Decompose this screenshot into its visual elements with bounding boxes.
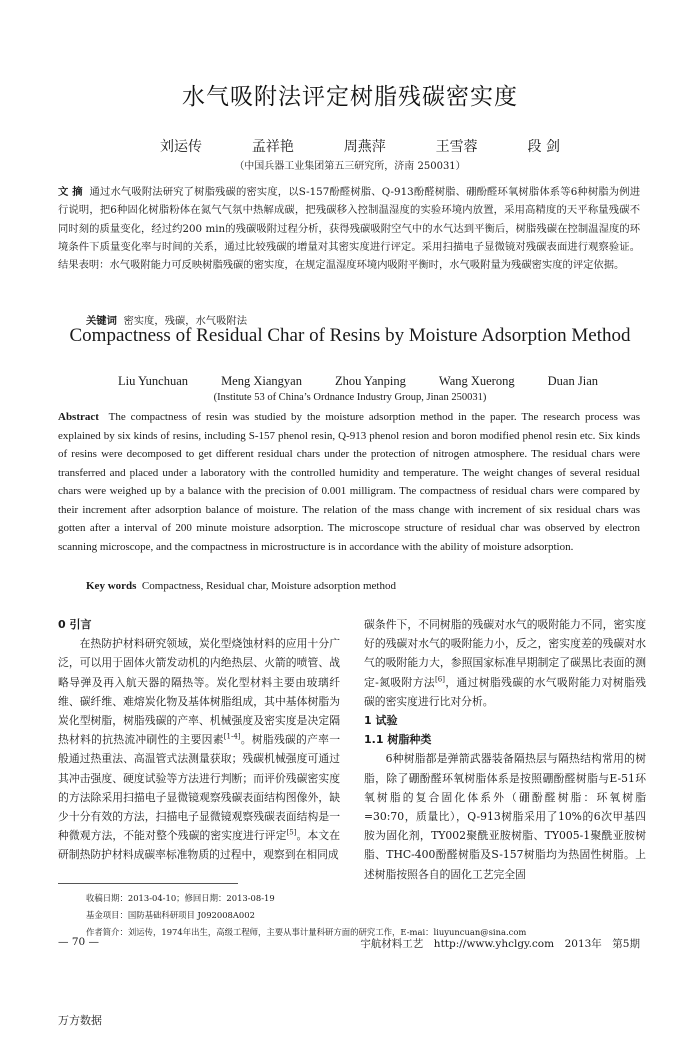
abstract-cn-text: 通过水气吸附法研究了树脂残碳的密实度，以S-157酚醛树脂、Q-913酚醛树脂、硼酚醛环氧树脂体系等6种树脂为例进行说明，把6种固化树脂粉体在氮气气氛中热解成碳，把残碳移入控制温湿度的实验环境内放置，采用高精度的天平称量残碳不同时刻的质量变化，经过约200 min的残碳吸附过程分析，获得残碳吸附空气中的水气达到平衡后，树脂残碳在控制温湿度的环境条件下质量变化率与时间的关系，通过比较残碳的增量对其密实度进行评定。采用扫描电子显微镜对残碳表面进行观察验证。结果表明：水气吸附能力可反映树脂残碳的密实度，在规定温湿度环境内吸附平衡时，水气吸附量为残碳密实度的评定依据。: [58, 186, 640, 272]
body-paragraph: [364, 615, 646, 711]
abstract-en-label: Abstract: [58, 411, 99, 423]
author-name-en: Liu Yunchuan: [118, 374, 189, 388]
body-paragraph: 6种树脂都是弹箭武器装备隔热层与隔热结构常用的树脂，除了硼酚醛环氧树脂体系是按照硼酚醛树脂与E-51环氧树脂的复合固化体系外（硼酚醛树脂：环氧树脂=30:70，质量比），Q-913树脂采用了10%的6次甲基四胺为固化剂，TY002聚酰亚胺树脂、TY005-1聚酰亚胺树脂、THC-400酚醛树脂及S-157树脂均为热固性树脂。上述树脂按照各自的固化工艺完全固: [364, 752, 646, 881]
section-heading: 0 引言: [58, 618, 92, 631]
footnote-bio: 作者简介：刘运传，1974年出生，高级工程师，主要从事计量科研方面的研究工作，E-mai：liuyuncuan@sina.com: [86, 927, 527, 937]
affiliation: （中国兵器工业集团第五三研究所，济南 250031）: [234, 161, 466, 172]
page-number: — 70 —: [58, 936, 100, 948]
author-name: 段 剑: [527, 139, 560, 155]
paper-title-en: Compactness of Residual Char of Resins by Moisture Adsorption Method: [69, 325, 631, 346]
section-heading: 1 试验: [364, 714, 398, 728]
citation: [6]: [435, 675, 445, 684]
journal-info: 宇航材料工艺 http://www.yhclgy.com 2013年 第5期: [360, 938, 640, 950]
author-name: 孟祥艳: [251, 139, 294, 155]
watermark-text: 万方数据: [58, 1014, 102, 1027]
abstract-en-text: The compactness of resin was studied by the moisture adsorption method in the paper. The research process was explained by six kinds of resins, including S-157 phenol resin, Q-913 phenol resion and boron modified phenol resin etc. Six kinds of resins were decomposed to get different residual chars under the protection of nitrogen atmosphere. The residual chars were transferred and placed under a laboratory with the controlled humidity and temperature. The weight changes of several residual chars were weighed up by a balance with the precision of 0.001 milligram. The compactness of residual chars were compared by their increment after adsorption balance of moisture. The relation of the mass change with increment of six residual chars was gotten after a interval of 200 minute moisture adsorption. The microscope structure of residual char was observed by electron scanning microscope, and the compactness in microstructure is in accordance with the ability of moisture adsorption.: [58, 411, 640, 553]
abstract-cn-label: 文 摘: [58, 186, 83, 198]
page-footer: [58, 936, 640, 954]
author-list-en: [118, 374, 598, 389]
author-name: 王雪蓉: [435, 139, 478, 155]
author-name-en: Duan Jian: [547, 374, 598, 388]
subsection-heading: 1.1 树脂种类: [364, 733, 432, 747]
keywords-en-label: Key words: [86, 580, 137, 592]
right-column: [364, 615, 646, 884]
body-text: ，通过树脂残碳的水气吸附能力对树脂残碳的密实度进行比对分析。: [364, 675, 647, 708]
author-list: [160, 136, 560, 156]
body-paragraph: [58, 634, 340, 864]
footnote-received: 收稿日期：2013-04-10；修回日期：2013-08-19: [86, 893, 275, 903]
abstract-en: [58, 408, 640, 556]
keywords-cn-text: 密实度，残碳，水气吸附法: [123, 315, 247, 327]
body-text: 。树脂残碳的产率一般通过热重法、高温管式法测量获取；残碳机械强度可通过其冲击强度、硬度试验等方法进行判断；而评价残碳密实度的方法除采用扫描电子显微镜观察残碳表面结构图像外，缺少十分有效的方法，扫描电子显微镜观察残碳表面结构是一种微观方法，不能对整个残碳的密实度进行评定: [58, 733, 341, 843]
affiliation-en: (Institute 53 of China’s Ordnance Industry Group, Jinan 250031): [213, 392, 487, 403]
keywords-en: [86, 580, 396, 592]
body-text: 。本文在研制热防护材料成碳率标准物质的过程中，观察到在相同成: [58, 829, 341, 862]
citation: [5]: [286, 828, 297, 837]
body-text: 碳条件下，不同树脂的残碳对水气的吸附能力不同，密实度好的残碳对水气的吸附能力小，反之，密实度差的残碳对水气的吸附能力大，参照国家标准早期制定了碳黑比表面的测定-氮吸附方法: [364, 618, 646, 689]
paper-title: 水气吸附法评定树脂残碳密实度: [182, 84, 518, 110]
keywords-cn-label: 关键词: [86, 315, 117, 327]
abstract-cn: [58, 183, 640, 274]
body-text: 在热防护材料研究领域，炭化型烧蚀材料的应用十分广泛，可以用于固体火箭发动机的内绝热层、火箭的喷管、战略导弹及再入航天器的隔热等。炭化型材料主要由玻璃纤维、碳纤维、难熔炭化物及基体树脂组成，其中基体树脂为炭化型树脂，树脂残碳的产率、机械强度及密实度是决定隔热材料的抗热流冲刷性的主要因素: [58, 637, 340, 747]
footnote-divider: [58, 883, 238, 884]
keywords-en-text: Compactness, Residual char, Moisture adsorption method: [141, 580, 396, 592]
author-name: 周燕萍: [343, 139, 386, 155]
author-name-en: Wang Xuerong: [438, 374, 515, 388]
citation: [1-4]: [223, 732, 241, 741]
author-name-en: Meng Xiangyan: [221, 374, 302, 388]
footnote-fund: 基金项目：国防基础科研项目 J092008A002: [86, 910, 255, 920]
footnotes: [86, 890, 646, 941]
left-column: [58, 615, 340, 865]
author-name: 刘运传: [160, 139, 202, 155]
author-name-en: Zhou Yanping: [335, 374, 406, 388]
